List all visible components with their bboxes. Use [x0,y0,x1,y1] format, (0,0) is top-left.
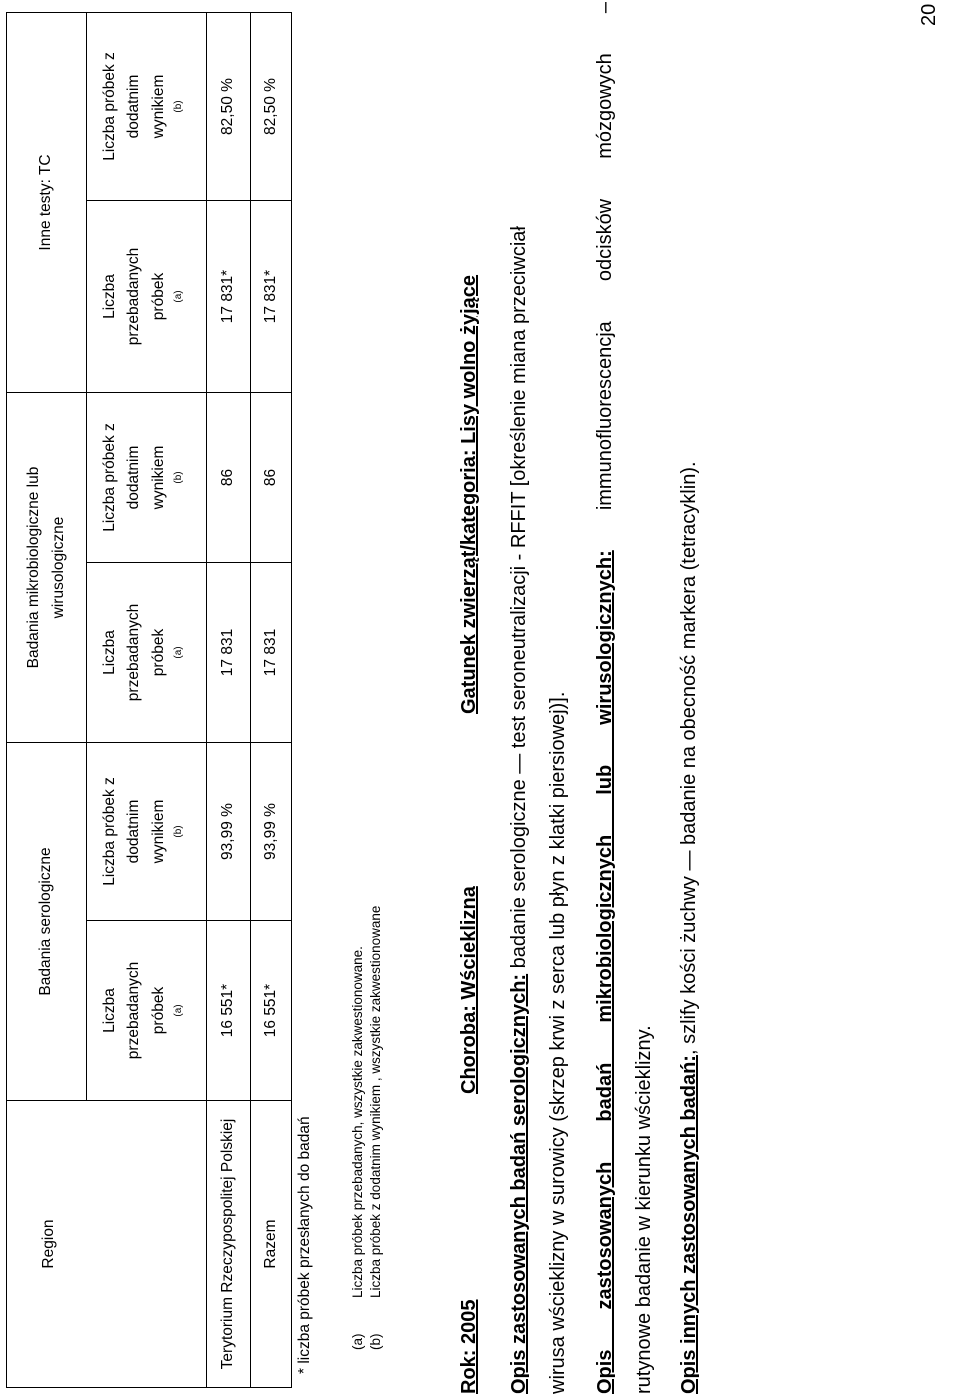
serological-description: Opis zastosowanych badań serologicznych: badanie serologiczne — test seroneutralizacji - RFFIT [określenie miana przeciwciał wirusa wścieklizny w surowicy (skrzep krwi z serca lub płyn z klatki piersiowej)]. [508,226,569,1394]
table-row [207,12,251,1387]
row-micro-positive: 86 [251,393,292,563]
other-positive-header: Liczba próbek z dodatnim wynikiem $^{(b)}$ [87,12,207,200]
row-region: Razem [251,1101,292,1388]
other-description: Opis innych zastosowanych badań:, szlify kości żuchwy — badanie na obecność markera (tetracyklin). [678,461,700,1394]
row-region: Terytorium Rzeczypospolitej Polskiej [207,1101,251,1388]
footnote-a: (a) Liczba próbek przebadanych, wszystkie zakwestionowane. [350,946,365,1350]
row-other-positive: 82,50 % [251,12,292,200]
species-heading: Gatunek zwierząt/kategoria: Lisy wolno żyjące [458,274,480,714]
micro-description: Opis zastosowanych badań mikrobiologicznych lub wirusologicznych: immunofluorescencja odcisków mózgowych – rutynowe badanie w kierunku wścieklizny. [594,2,655,1394]
row-other-tested: 17 831* [207,201,251,393]
micro-tested-header: Liczba przebadanych próbek $^{(a)}$ [87,563,207,743]
row-sero-positive: 93,99 % [251,743,292,921]
disease-heading: Choroba: Wścieklizna [458,886,480,1094]
row-micro-tested: 17 831 [251,563,292,743]
other-tested-header: Liczba przebadanych próbek $^{(a)}$ [87,201,207,393]
table-row-total [251,12,292,1387]
region-header: Region [7,1101,207,1388]
sero-positive-header: Liczba próbek z dodatnim wynikiem $^{(b)}$ [87,743,207,921]
row-sero-tested: 16 551* [251,921,292,1101]
table-note: * liczba próbek przesłanych do badań [296,1116,313,1374]
row-other-tested: 17 831* [251,201,292,393]
micro-positive-header: Liczba próbek z dodatnim wynikiem $^{(b)}$ [87,393,207,563]
header-row-groups [7,12,87,1387]
other-tests-group-header: Inne testy: TC [7,12,87,392]
row-micro-tested: 17 831 [207,563,251,743]
page-number: 20 [918,3,940,26]
row-other-positive: 82,50 % [207,12,251,200]
serological-group-header: Badania serologiczne [7,743,87,1101]
sero-tested-header: Liczba przebadanych próbek $^{(a)}$ [87,921,207,1101]
row-micro-positive: 86 [207,393,251,563]
row-sero-tested: 16 551* [207,921,251,1101]
footnote-b: (b) Liczba próbek z dodatnim wynikiem , wszystkie zakwestionowane [368,905,383,1350]
row-sero-positive: 93,99 % [207,743,251,921]
micro-group-header: Badania mikrobiologiczne lub wirusologiczne [7,393,87,743]
results-table [6,12,292,1388]
year-heading: Rok: 2005 [458,1299,480,1394]
